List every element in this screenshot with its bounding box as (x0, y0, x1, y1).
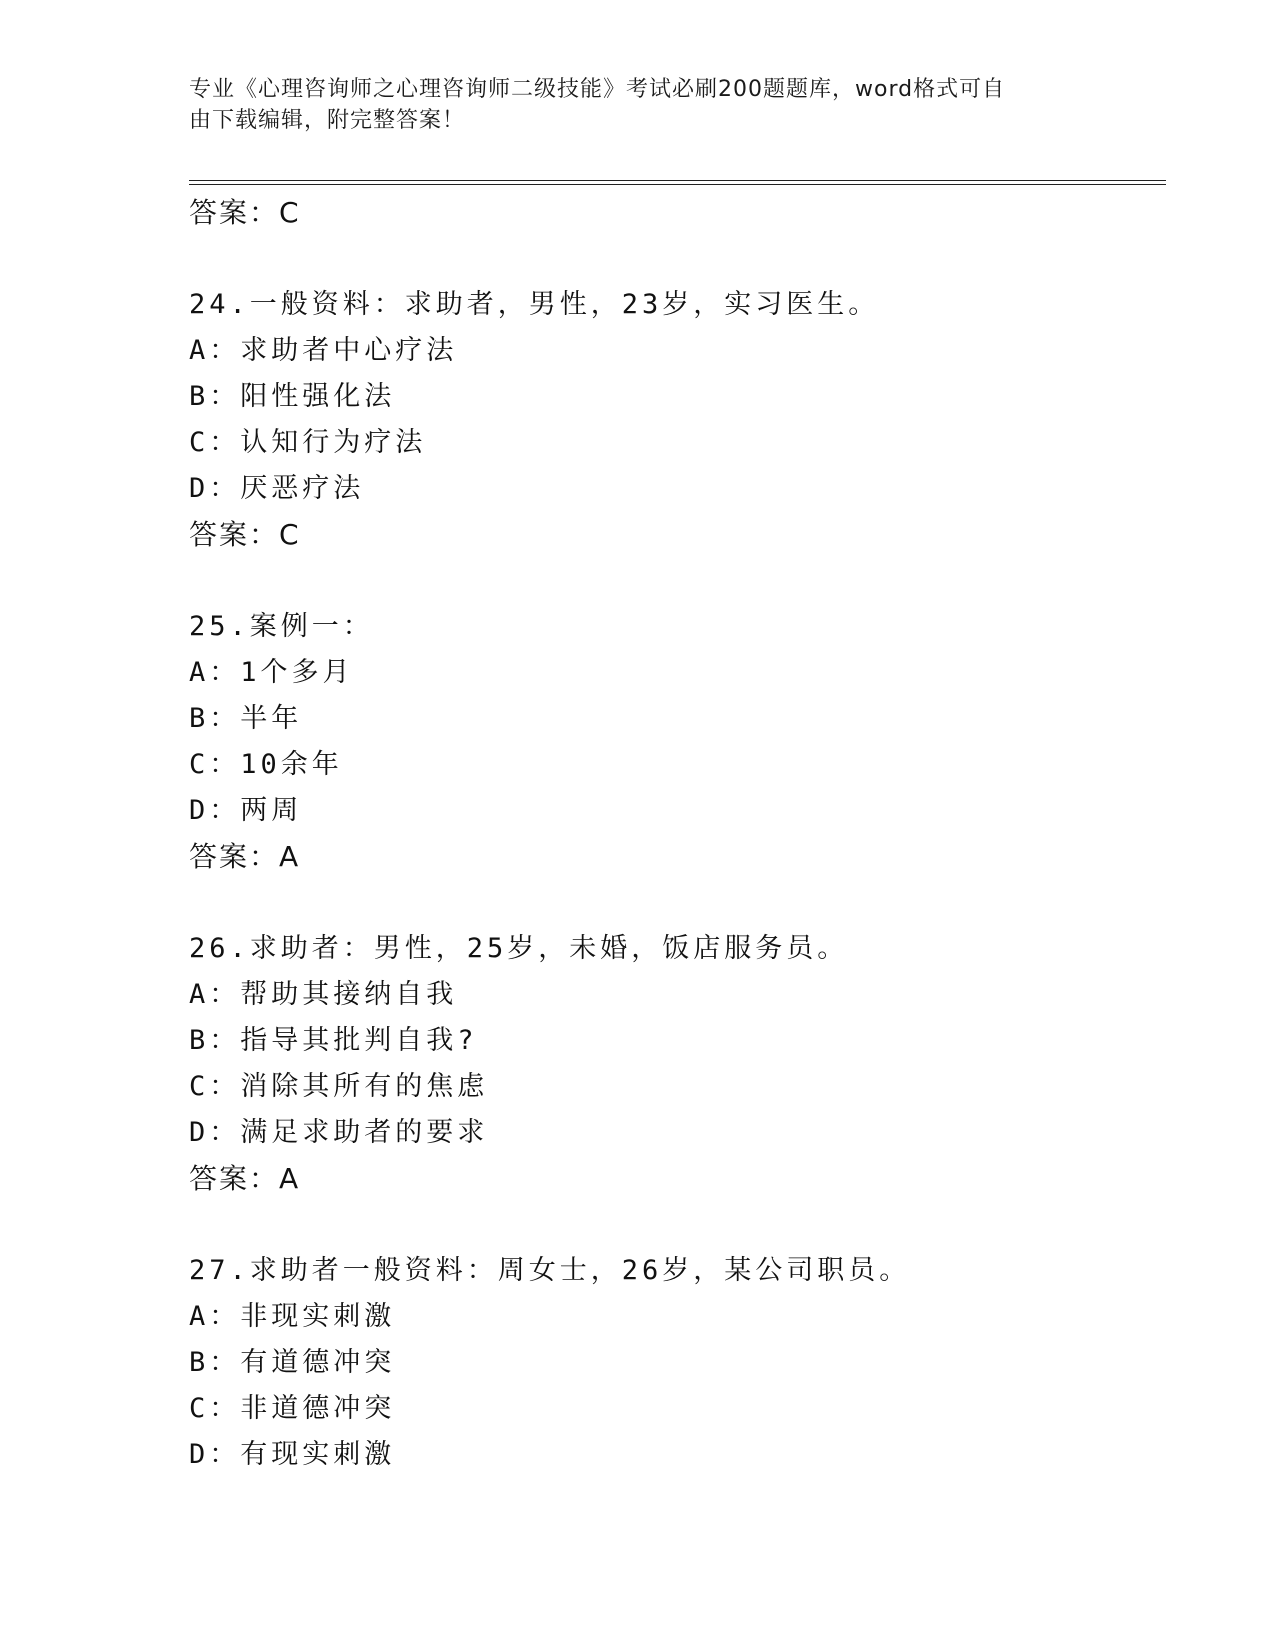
answer-label: 答案： (189, 518, 280, 551)
header-rule-bottom (189, 184, 1166, 185)
question-stem: 25.案例一： (189, 611, 374, 642)
question-list (189, 190, 1149, 1524)
answer-value: C (279, 196, 301, 229)
answer-value: C (279, 518, 301, 551)
question-27 (189, 1248, 1149, 1478)
option-b: B：半年 (189, 703, 303, 734)
option-c: C：消除其所有的焦虑 (189, 1071, 489, 1102)
question-25 (189, 604, 1149, 880)
option-a: A：1个多月 (189, 657, 354, 688)
question-stem: 24.一般资料：求助者，男性，23岁，实习医生。 (189, 289, 880, 320)
question-stem: 26.求助者：男性，25岁，未婚，饭店服务员。 (189, 933, 849, 964)
previous-answer-block (189, 190, 1149, 236)
answer-value: A (279, 1162, 301, 1195)
option-d: D：两周 (189, 795, 303, 826)
option-a: A：求助者中心疗法 (189, 335, 458, 366)
document-header (189, 74, 1069, 136)
option-d: D：满足求助者的要求 (189, 1117, 489, 1148)
question-stem: 27.求助者一般资料：周女士，26岁，某公司职员。 (189, 1255, 911, 1286)
option-b: B：阳性强化法 (189, 381, 396, 412)
answer-line (189, 190, 1149, 236)
answer-line (189, 1156, 1149, 1202)
option-d: D：有现实刺激 (189, 1439, 396, 1470)
answer-line (189, 834, 1149, 880)
option-a: A：非现实刺激 (189, 1301, 396, 1332)
header-line-2: 由下载编辑，附完整答案！ (189, 108, 466, 133)
question-26 (189, 926, 1149, 1202)
option-d: D：厌恶疗法 (189, 473, 365, 504)
option-a: A：帮助其接纳自我 (189, 979, 458, 1010)
header-rule-top (189, 180, 1166, 181)
question-24 (189, 282, 1149, 558)
option-c: C：非道德冲突 (189, 1393, 396, 1424)
answer-label: 答案： (189, 196, 280, 229)
option-c: C：认知行为疗法 (189, 427, 427, 458)
answer-value: A (279, 840, 301, 873)
option-c: C：10余年 (189, 749, 343, 780)
header-line-1: 专业《心理咨询师之心理咨询师二级技能》考试必刷200题题库，word格式可自 (189, 77, 1006, 102)
option-b: B：有道德冲突 (189, 1347, 396, 1378)
answer-line (189, 512, 1149, 558)
answer-label: 答案： (189, 840, 280, 873)
option-b: B：指导其批判自我? (189, 1025, 478, 1056)
answer-label: 答案： (189, 1162, 280, 1195)
